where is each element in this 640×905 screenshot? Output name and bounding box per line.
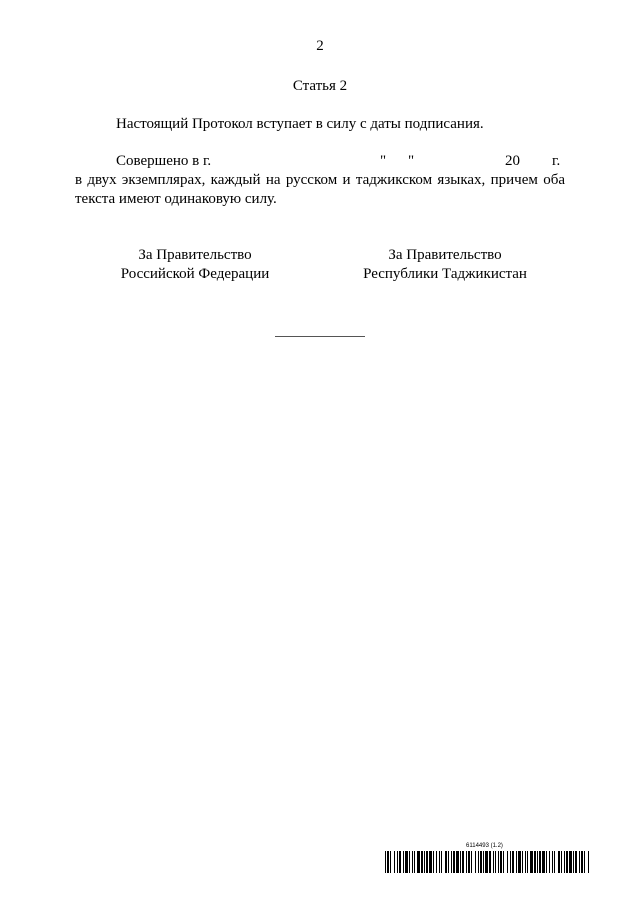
year-prefix: 20 [505,153,520,169]
barcode-caption: 6114493 (1.2) [466,843,503,849]
date-quote-open: " [380,153,387,169]
signature-party: Республики Таджикистан [363,266,527,282]
signature-block-tajikistan [345,246,545,284]
signing-text-line-2: текста имеют одинаковую силу. [75,191,277,207]
signature-heading: За Правительство [388,247,502,263]
date-quote-close: " [408,153,415,169]
end-separator-line [275,336,365,337]
signing-place-label: Совершено в г. [116,153,212,169]
signature-party: Российской Федерации [120,266,270,282]
page-number: 2 [316,38,324,54]
signature-heading: За Правительство [138,247,252,263]
signing-text-line-1: в двух экземплярах, каждый на русском и таджикском языках, причем оба [75,172,565,188]
signature-block-russia [100,246,290,284]
article-title: Статья 2 [292,78,348,94]
barcode-image [385,851,590,873]
year-suffix: г. [552,153,561,169]
article-paragraph: Настоящий Протокол вступает в силу с даты подписания. [116,116,484,132]
